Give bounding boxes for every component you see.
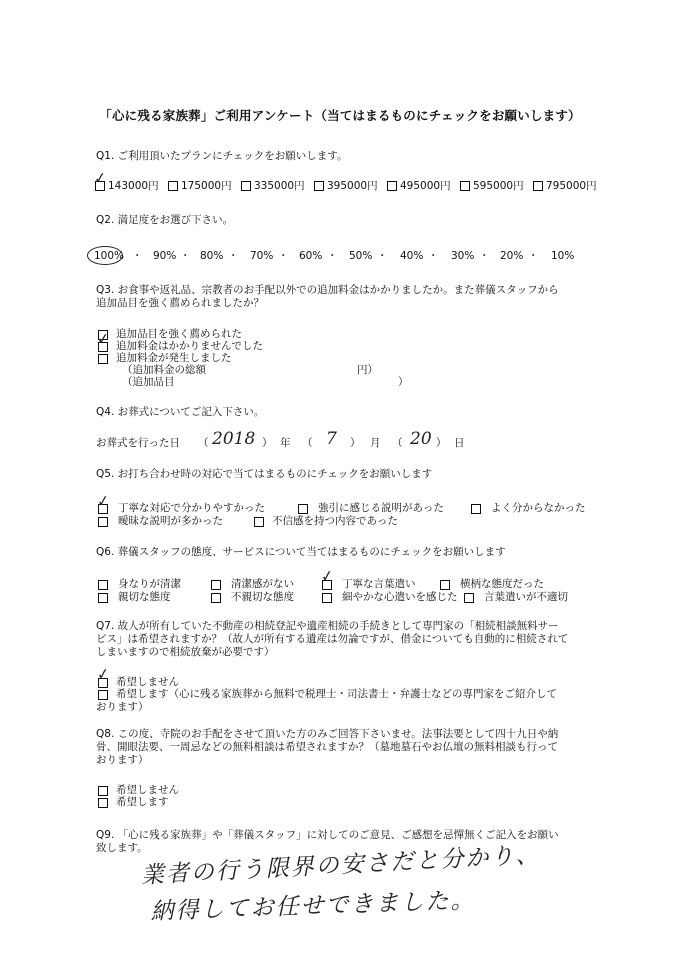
q4-date-label: お葬式を行った日 (96, 437, 180, 449)
q2-option-30[interactable]: 30% (451, 250, 475, 262)
q8-checkbox-no[interactable] (98, 786, 108, 796)
q2-option-100[interactable]: 100% (94, 250, 125, 262)
q2-option-70[interactable]: 70% (250, 250, 274, 262)
q6-question: Q6. 葬儀スタッフの態度、サービスについて当てはまるものにチェックをお願いします (96, 546, 506, 558)
q6-option-label: 言葉遣いが不適切 (484, 591, 568, 603)
q3-total-label: （追加料金の総額 (122, 364, 206, 376)
q2-separator: ・ (132, 250, 143, 262)
q4-paren: ） (262, 437, 273, 449)
q4-year-value[interactable]: 2018 (212, 429, 256, 449)
q5-checkbox-vague[interactable] (98, 517, 108, 527)
q2-separator: ・ (377, 250, 388, 262)
q7-option-label-cont: おります） (96, 701, 149, 713)
q6-checkbox-unclean[interactable] (211, 580, 221, 590)
q8-option-label: 希望しません (116, 784, 179, 796)
q4-paren: （ (198, 437, 209, 449)
q2-option-10[interactable]: 10% (551, 250, 575, 262)
q6-checkbox-kind[interactable] (98, 593, 108, 603)
q2-option-90[interactable]: 90% (153, 250, 177, 262)
checkmark-icon: ✓ (95, 491, 111, 511)
q6-option-label: 清潔感がない (231, 578, 294, 590)
q2-question: Q2. 満足度をお選び下さい。 (96, 214, 234, 226)
checkmark-icon: ✓ (95, 664, 111, 684)
q8-question-cont: おります） (96, 754, 149, 766)
q2-separator: ・ (479, 250, 490, 262)
q6-checkbox-unkind[interactable] (211, 593, 221, 603)
q5-checkbox-distrust[interactable] (254, 517, 264, 527)
q1-option-label: 335000円 (254, 180, 305, 192)
q2-separator: ・ (228, 250, 239, 262)
q7-checkbox-yes[interactable] (98, 690, 108, 700)
q4-month-unit: 月 (370, 437, 381, 449)
q6-option-label: 丁寧な言葉遣い (342, 578, 416, 590)
q9-answer-line: 納得してお任せできました。 (150, 887, 476, 925)
q3-question: Q3. お食事や返礼品、宗教者のお手配以外での追加料金はかかりましたか。また葬儀スタッフから (96, 284, 559, 296)
q1-option-label: 143000円 (108, 180, 159, 192)
q8-question: Q8. この度、寺院のお手配をさせて頂いた方のみご回答下さいませ。法事法要として四十九日や納 (96, 728, 559, 740)
q4-paren: ） (350, 437, 361, 449)
q2-separator: ・ (180, 250, 191, 262)
q4-paren: ） (436, 437, 447, 449)
q6-checkbox-attentive[interactable] (322, 593, 332, 603)
q8-option-label: 希望します (116, 796, 169, 808)
q1-option-label: 175000円 (181, 180, 232, 192)
q1-question: Q1. ご利用頂いたプランにチェックをお願いします。 (96, 150, 348, 162)
q9-question: Q9. 「心に残る家族葬」や「葬儀スタッフ」に対してのご意見、ご感想を忌憚無くご記入をお願い (96, 829, 559, 841)
q6-option-label: 身なりが清潔 (118, 578, 181, 590)
q1-option-label: 495000円 (400, 180, 451, 192)
q5-option-label: 強引に感じる説明があった (318, 502, 444, 514)
q9-question-cont: 致します。 (96, 842, 148, 854)
q4-year-unit: 年 (280, 437, 291, 449)
q5-option-label: 不信感を持つ内容であった (272, 515, 398, 527)
checkmark-icon: ✓ (319, 566, 335, 586)
q6-option-label: 横柄な態度だった (460, 578, 544, 590)
q4-paren: （ (392, 437, 403, 449)
q5-checkbox-pushy[interactable] (298, 504, 308, 514)
q1-checkbox-395000[interactable] (314, 181, 324, 191)
q7-question-cont: ビス」は希望されますか？（故人が所有する遺産は勿論ですが、借金についても自動的に相続されて (96, 633, 569, 645)
q9-answer-line: 業者の行う限界の安さだと分かり、 (140, 842, 542, 889)
q2-option-40[interactable]: 40% (400, 250, 424, 262)
q3-items-close: ） (398, 376, 409, 388)
q5-option-label: 曖昧な説明が多かった (118, 515, 223, 527)
q3-option-label: 追加料金はかかりませんでした (116, 340, 263, 352)
q5-option-label: 丁寧な対応で分かりやすかった (118, 502, 265, 514)
q1-checkbox-495000[interactable] (387, 181, 397, 191)
q7-question-cont: しまいますので相続放棄が必要です） (96, 646, 275, 658)
q1-checkbox-595000[interactable] (460, 181, 470, 191)
survey-title: 「心に残る家族葬」ご利用アンケート（当てはまるものにチェックをお願いします） (99, 108, 581, 123)
q3-option-label: 追加品目を強く薦められた (116, 328, 242, 340)
q1-checkbox-175000[interactable] (168, 181, 178, 191)
q4-day-unit: 日 (454, 437, 465, 449)
q3-checkbox-extra-charged[interactable] (98, 354, 108, 364)
q1-option-label: 795000円 (546, 180, 597, 192)
q3-option-label: 追加料金が発生しました (116, 352, 232, 364)
q4-month-value[interactable]: 7 (326, 429, 337, 449)
q6-checkbox-arrogant[interactable] (440, 580, 450, 590)
q4-question: Q4. お葬式についてご記入下さい。 (96, 406, 265, 418)
q1-checkbox-795000[interactable] (533, 181, 543, 191)
checkmark-icon: ✓ (92, 168, 108, 188)
checkmark-icon: ✓ (95, 329, 111, 349)
q2-separator: ・ (327, 250, 338, 262)
q2-option-20[interactable]: 20% (500, 250, 524, 262)
q3-items-label: （追加品目 (122, 376, 175, 388)
q8-question-cont: 骨、開眼法要、一周忌などの無料相談は希望されますか？（墓地墓石やお仏壇の無料相談も行って (96, 741, 558, 753)
q5-checkbox-unclear[interactable] (471, 504, 481, 514)
q7-option-label: 希望しません (116, 676, 179, 688)
q2-option-50[interactable]: 50% (349, 250, 373, 262)
q6-checkbox-clean[interactable] (98, 580, 108, 590)
q2-separator: ・ (278, 250, 289, 262)
q7-option-label: 希望します（心に残る家族葬から無料で税理士・司法書士・弁護士などの専門家をご紹介して (116, 688, 557, 700)
q3-total-unit: 円） (357, 364, 378, 376)
q6-checkbox-rude-speech[interactable] (464, 593, 474, 603)
q8-checkbox-yes[interactable] (98, 798, 108, 808)
q7-question: Q7. 故人が所有していた不動産の相続登記や遺産相続の手続きとして専門家の「相続相談無料サー (96, 620, 559, 632)
q1-option-label: 595000円 (473, 180, 524, 192)
q5-option-label: よく分からなかった (491, 502, 586, 514)
q4-day-value[interactable]: 20 (410, 429, 432, 449)
q5-question: Q5. お打ち合わせ時の対応で当てはまるものにチェックをお願いします (96, 468, 433, 480)
q6-option-label: 不親切な態度 (231, 591, 294, 603)
q2-option-60[interactable]: 60% (299, 250, 323, 262)
q2-separator: ・ (528, 250, 539, 262)
q4-paren: （ (302, 437, 313, 449)
q6-option-label: 細やかな心遣いを感じた (342, 591, 458, 603)
q2-separator: ・ (428, 250, 439, 262)
q3-question-cont: 追加品目を強く薦められましたか？ (96, 297, 264, 309)
q1-checkbox-335000[interactable] (241, 181, 251, 191)
q2-option-80[interactable]: 80% (200, 250, 224, 262)
q1-option-label: 395000円 (327, 180, 378, 192)
q6-option-label: 親切な態度 (118, 591, 171, 603)
